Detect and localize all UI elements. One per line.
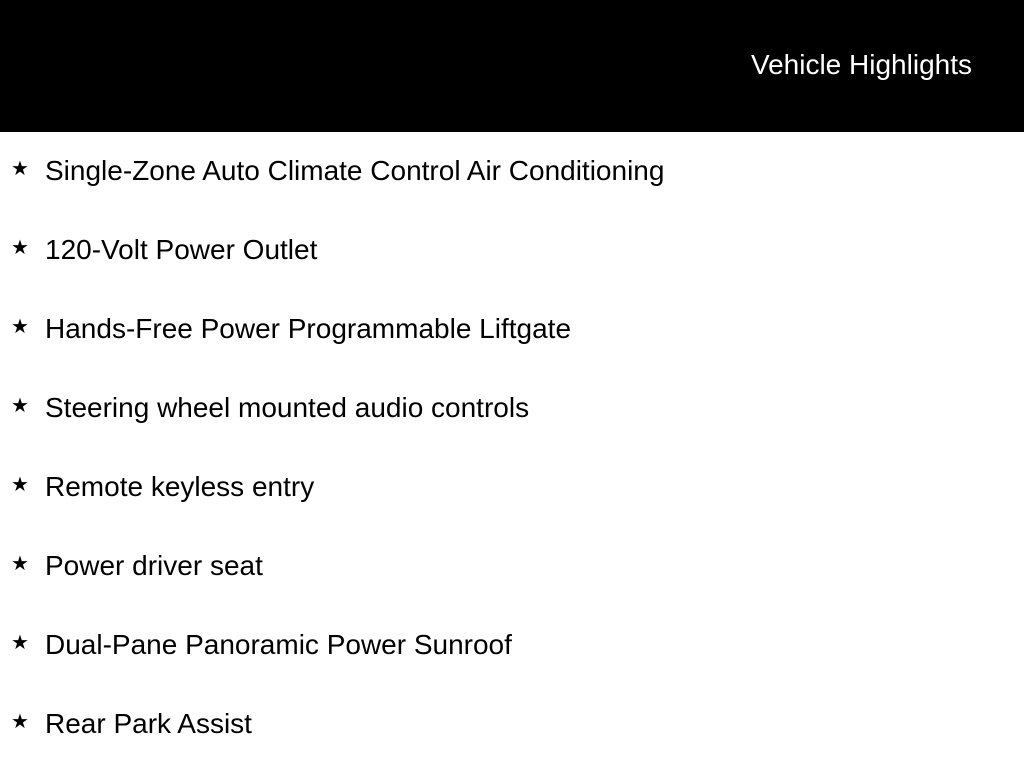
list-item xyxy=(0,606,1024,685)
page-title: Vehicle Highlights xyxy=(750,49,972,80)
star-icon: ★ xyxy=(11,632,29,654)
feature-label: Single-Zone Auto Climate Control Air Conditioning xyxy=(45,155,665,186)
star-icon: ★ xyxy=(11,553,29,575)
star-icon: ★ xyxy=(11,237,29,259)
feature-label: Steering wheel mounted audio controls xyxy=(45,392,530,423)
star-icon: ★ xyxy=(11,711,29,733)
list-item xyxy=(0,290,1024,369)
list-item xyxy=(0,369,1024,448)
feature-list xyxy=(0,132,1024,764)
header-banner xyxy=(0,0,1024,132)
feature-label: Remote keyless entry xyxy=(45,471,315,502)
star-icon: ★ xyxy=(11,474,29,496)
list-item xyxy=(0,448,1024,527)
feature-label: Dual-Pane Panoramic Power Sunroof xyxy=(45,629,512,660)
feature-label: Rear Park Assist xyxy=(45,708,252,739)
star-icon: ★ xyxy=(11,395,29,417)
feature-label: Power driver seat xyxy=(45,550,263,581)
feature-label: 120-Volt Power Outlet xyxy=(45,234,318,265)
list-item xyxy=(0,527,1024,606)
star-icon: ★ xyxy=(11,158,29,180)
list-item xyxy=(0,685,1024,764)
list-item xyxy=(0,132,1024,211)
star-icon: ★ xyxy=(11,316,29,338)
feature-label: Hands-Free Power Programmable Liftgate xyxy=(45,313,572,344)
list-item xyxy=(0,211,1024,290)
